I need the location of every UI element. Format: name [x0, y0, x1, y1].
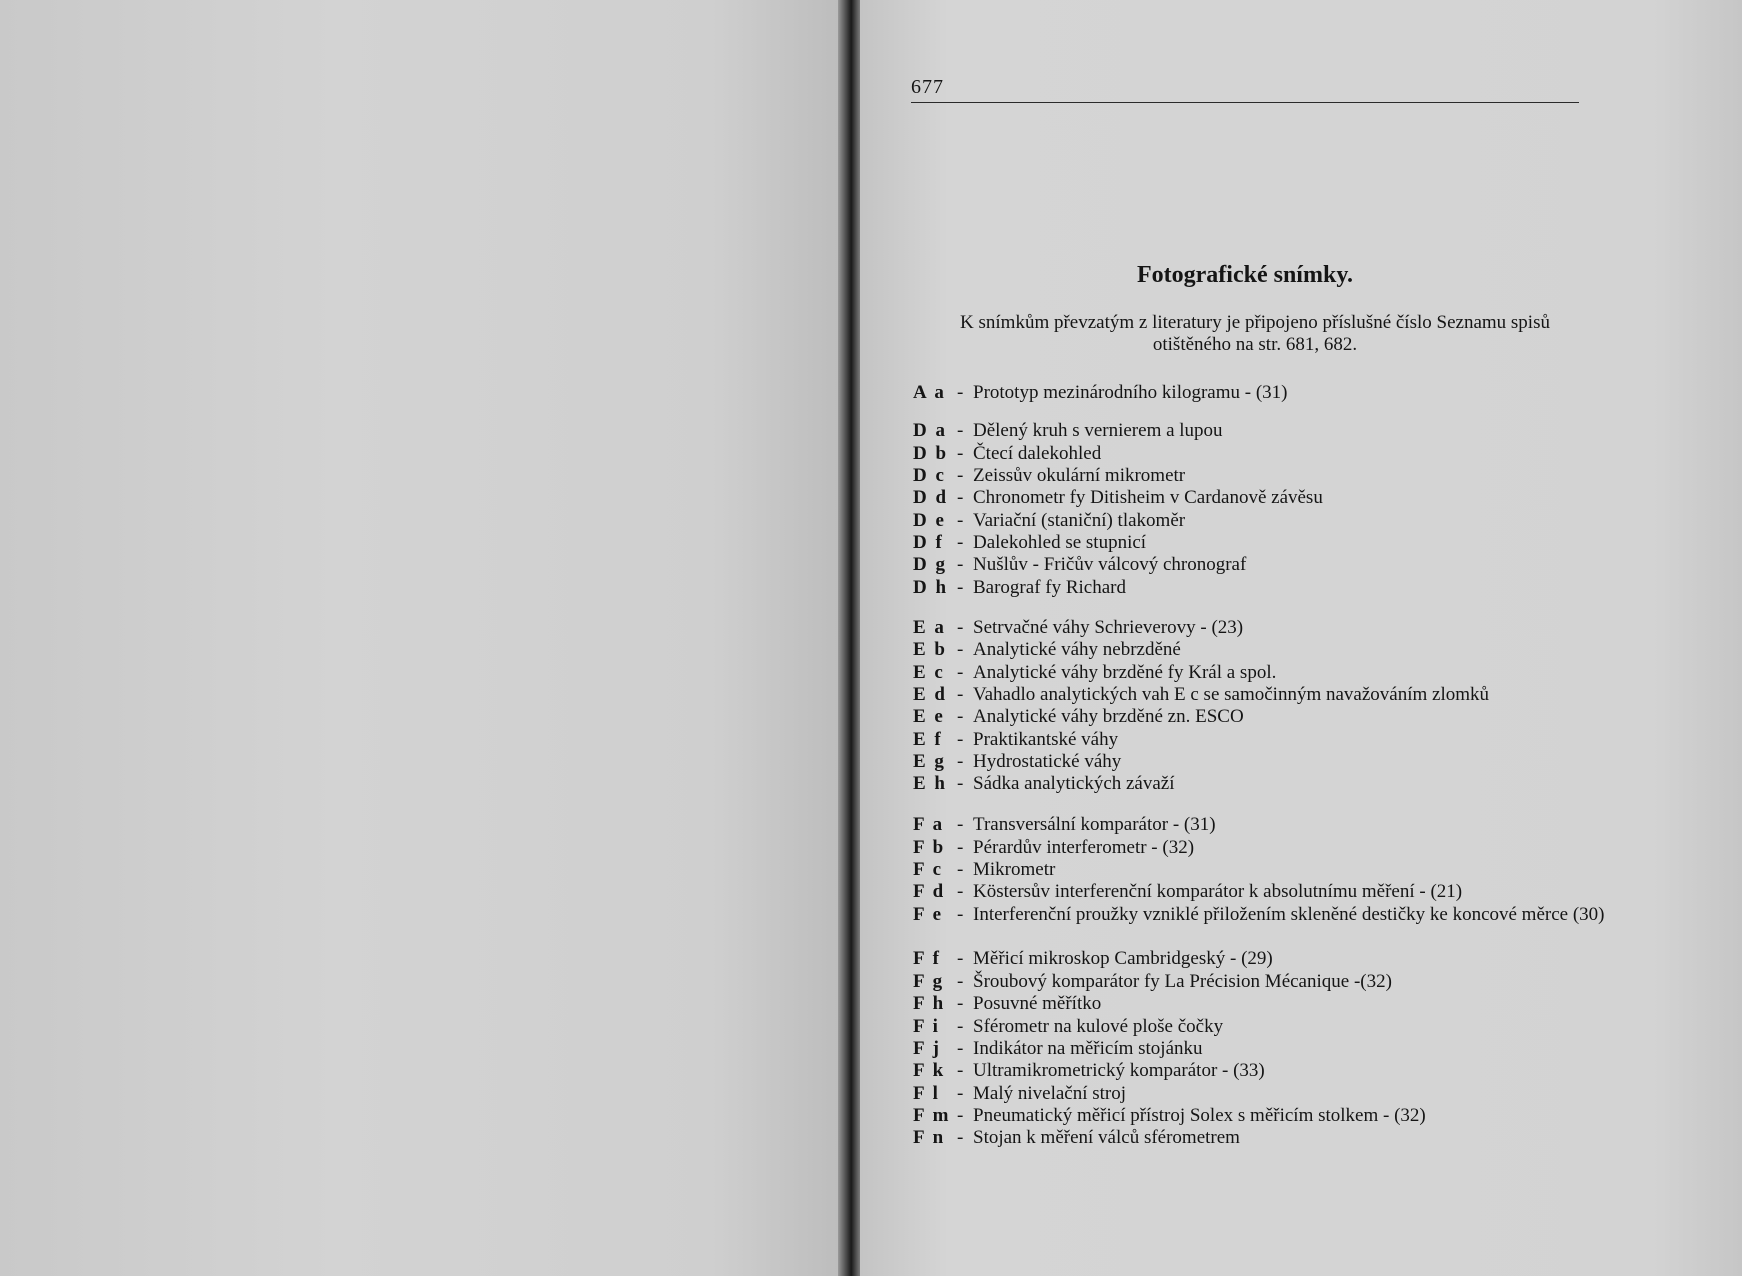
entry-description: Analytické váhy brzděné zn. ESCO — [973, 706, 1244, 727]
entry-description: Analytické váhy nebrzděné — [973, 639, 1181, 660]
list-item — [913, 532, 1633, 554]
entry-code: F l — [913, 1083, 940, 1104]
entry-description: Sádka analytických závaží — [973, 773, 1175, 794]
entry-dash: - — [957, 420, 964, 441]
entry-code: F c — [913, 859, 944, 880]
list-item — [913, 662, 1633, 684]
entry-dash: - — [957, 837, 964, 858]
list-item — [913, 706, 1633, 728]
list-item — [913, 639, 1633, 661]
entry-dash: - — [957, 443, 964, 464]
list-item — [913, 1083, 1633, 1105]
list-item — [913, 751, 1633, 773]
entry-code: D g — [913, 554, 947, 575]
entry-dash: - — [957, 993, 964, 1014]
entry-code: E e — [913, 706, 945, 727]
entry-dash: - — [957, 1016, 964, 1037]
list-item — [913, 617, 1633, 639]
entry-dash: - — [957, 773, 964, 794]
header-rule — [911, 102, 1579, 103]
entry-description: Měřicí mikroskop Cambridgeský - (29) — [973, 948, 1273, 969]
entry-dash: - — [957, 639, 964, 660]
list-item — [913, 837, 1633, 859]
list-item — [913, 684, 1633, 706]
list-item — [913, 443, 1633, 465]
entry-code: D a — [913, 420, 947, 441]
entry-dash: - — [957, 1127, 964, 1148]
entry-dash: - — [957, 577, 964, 598]
entry-code: E d — [913, 684, 947, 705]
entry-description: Dělený kruh s vernierem a lupou — [973, 420, 1223, 441]
entry-code: F a — [913, 814, 945, 835]
list-item — [913, 1038, 1633, 1060]
intro-paragraph: K snímkům převzatým z literatury je připojeno příslušné číslo Seznamu spisů otištěného na str. 681, 682. — [960, 312, 1550, 355]
entry-description: Indikátor na měřicím stojánku — [973, 1038, 1203, 1059]
entry-description: Transversální komparátor - (31) — [973, 814, 1216, 835]
entry-dash: - — [957, 532, 964, 553]
entry-dash: - — [957, 706, 964, 727]
entry-code: D h — [913, 577, 949, 598]
entry-dash: - — [957, 881, 964, 902]
entry-description: Köstersův interferenční komparátor k absolutnímu měření - (21) — [973, 881, 1463, 902]
entry-description: Pneumatický měřicí přístroj Solex s měřicím stolkem - (32) — [973, 1105, 1426, 1126]
section-title: Fotografické snímky. — [1137, 262, 1353, 288]
entry-description: Posuvné měřítko — [973, 993, 1102, 1014]
entry-description: Interferenční proužky vzniklé přiložením skleněné destičky ke koncové měrce (30) — [973, 904, 1605, 925]
blank-left-page — [0, 0, 838, 1276]
list-item — [913, 1105, 1633, 1127]
entry-description: Dalekohled se stupnicí — [973, 532, 1147, 553]
list-item — [913, 881, 1633, 903]
list-item — [913, 729, 1633, 751]
entry-description: Hydrostatické váhy — [973, 751, 1122, 772]
entry-dash: - — [957, 971, 964, 992]
list-item — [913, 814, 1633, 836]
entry-description: Ultramikrometrický komparátor - (33) — [973, 1060, 1265, 1081]
entry-dash: - — [957, 617, 964, 638]
entry-dash: - — [957, 751, 964, 772]
entry-description: Sférometr na kulové ploše čočky — [973, 1016, 1224, 1037]
entry-dash: - — [957, 1038, 964, 1059]
entry-code: D e — [913, 510, 946, 531]
list-item — [913, 554, 1633, 576]
entry-description: Šroubový komparátor fy La Précision Mécanique -(32) — [973, 971, 1392, 992]
entry-dash: - — [957, 554, 964, 575]
entry-description: Čtecí dalekohled — [973, 443, 1102, 464]
entry-code: E c — [913, 662, 945, 683]
entry-code: F h — [913, 993, 946, 1014]
entry-description: Nušlův - Fričův válcový chronograf — [973, 554, 1247, 575]
entry-description: Pérardův interferometr - (32) — [973, 837, 1195, 858]
list-item — [913, 859, 1633, 881]
entry-code: F n — [913, 1127, 946, 1148]
list-item — [913, 971, 1633, 993]
list-item — [913, 773, 1633, 795]
entry-code: F b — [913, 837, 946, 858]
entry-code: D c — [913, 465, 946, 486]
entry-code: F e — [913, 904, 944, 925]
entry-description: Analytické váhy brzděné fy Král a spol. — [973, 662, 1277, 683]
entry-dash: - — [957, 859, 964, 880]
entry-dash: - — [957, 684, 964, 705]
entry-code: D b — [913, 443, 949, 464]
entry-code: D f — [913, 532, 944, 553]
entry-description: Setrvačné váhy Schrieverovy - (23) — [973, 617, 1244, 638]
entry-dash: - — [957, 1060, 964, 1081]
entry-dash: - — [957, 662, 964, 683]
list-item — [913, 577, 1633, 599]
entry-dash: - — [957, 465, 964, 486]
entry-dash: - — [957, 487, 964, 508]
list-item — [913, 487, 1633, 509]
page-number: 677 — [911, 76, 944, 98]
entry-dash: - — [957, 1105, 964, 1126]
entry-dash: - — [957, 729, 964, 750]
list-item — [913, 948, 1633, 970]
entry-description: Malý nivelační stroj — [973, 1083, 1127, 1104]
list-item — [913, 993, 1633, 1015]
entry-description: Zeissův okulární mikrometr — [973, 465, 1186, 486]
list-item — [913, 510, 1633, 532]
entry-description: Vahadlo analytických vah E c se samočinným navažováním zlomků — [973, 684, 1490, 705]
entry-description: Prototyp mezinárodního kilogramu - (31) — [973, 382, 1288, 403]
entry-dash: - — [957, 814, 964, 835]
entry-dash: - — [957, 948, 964, 969]
list-item — [913, 1016, 1633, 1038]
entry-description: Mikrometr — [973, 859, 1056, 880]
book-gutter — [838, 0, 860, 1276]
entry-code: F g — [913, 971, 945, 992]
list-item — [913, 382, 1633, 404]
entry-dash: - — [957, 510, 964, 531]
entry-code: A a — [913, 382, 946, 403]
entry-description: Variační (staniční) tlakoměr — [973, 510, 1186, 531]
entry-code: F i — [913, 1016, 940, 1037]
entry-code: E a — [913, 617, 946, 638]
entry-code: E h — [913, 773, 947, 794]
list-item — [913, 1060, 1633, 1082]
entry-code: D d — [913, 487, 949, 508]
entry-code: F k — [913, 1060, 946, 1081]
entry-code: F m — [913, 1105, 951, 1126]
entry-description: Barograf fy Richard — [973, 577, 1126, 598]
list-item — [913, 1127, 1633, 1149]
list-item — [913, 420, 1633, 442]
entry-description: Praktikantské váhy — [973, 729, 1119, 750]
entry-code: E f — [913, 729, 943, 750]
list-item — [913, 465, 1633, 487]
entry-code: E b — [913, 639, 947, 660]
entry-code: F j — [913, 1038, 941, 1059]
entry-dash: - — [957, 1083, 964, 1104]
entry-dash: - — [957, 904, 964, 925]
entry-code: F d — [913, 881, 946, 902]
entry-dash: - — [957, 382, 964, 403]
entry-description: Stojan k měření válců sférometrem — [973, 1127, 1240, 1148]
entry-code: E g — [913, 751, 946, 772]
entry-description: Chronometr fy Ditisheim v Cardanově závěsu — [973, 487, 1323, 508]
list-item — [913, 904, 1633, 948]
entry-code: F f — [913, 948, 941, 969]
